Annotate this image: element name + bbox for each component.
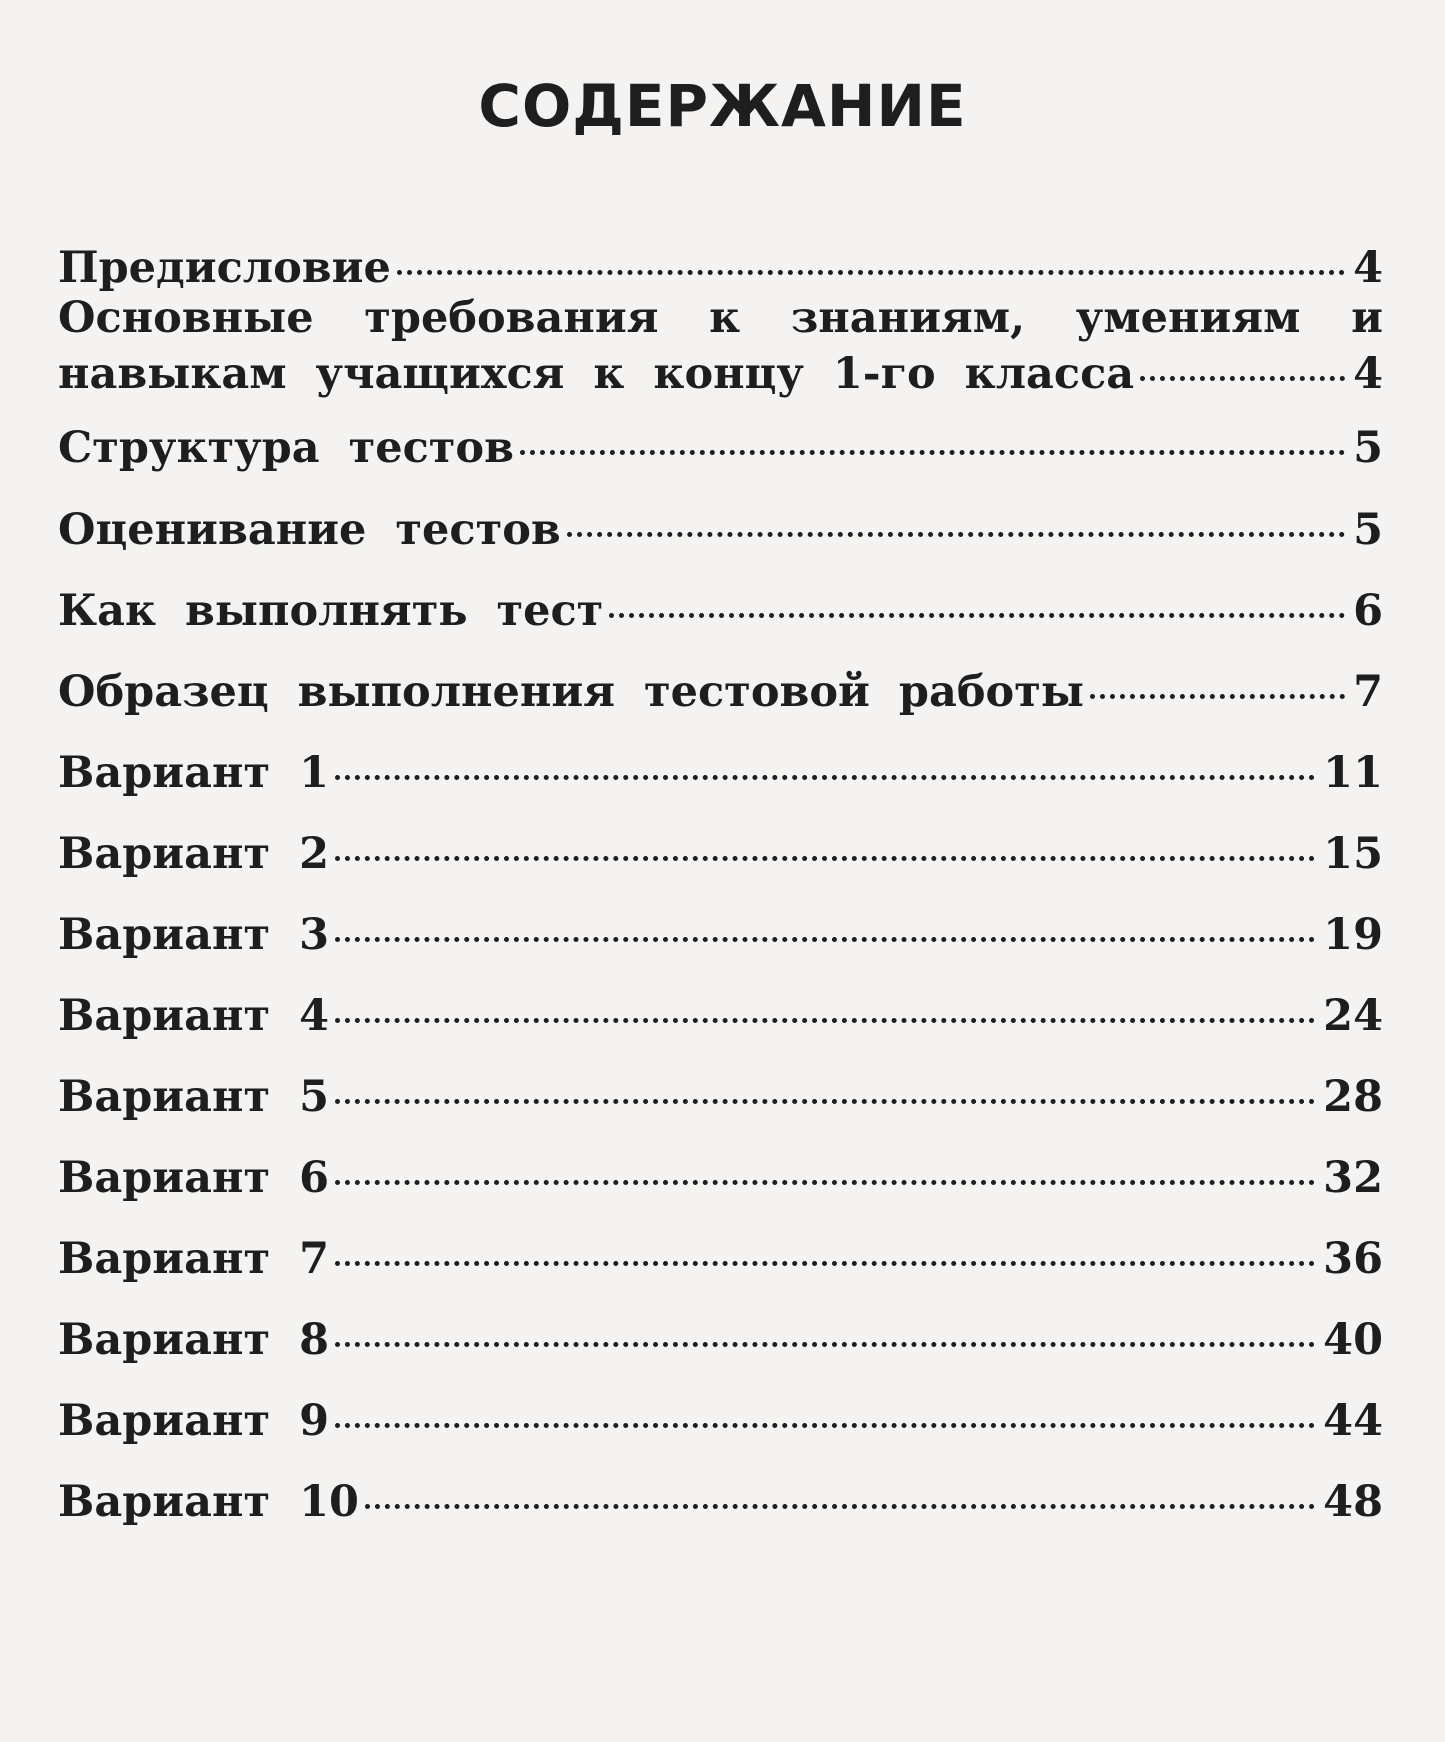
dot-leader (335, 1099, 1315, 1104)
toc-page-number: 36 (1323, 1234, 1383, 1284)
toc-entry-word: и (1351, 293, 1383, 343)
toc-page-number: 48 (1323, 1477, 1383, 1527)
page-title: СОДЕРЖАНИЕ (478, 72, 967, 140)
toc-entry-label: Вариант 1 (58, 748, 330, 798)
toc-entry-label: навыкам учащихся к концу 1-го класса (58, 349, 1135, 399)
dot-leader (335, 1342, 1315, 1347)
dot-leader (520, 450, 1345, 455)
toc-entry-label: Образец выполнения тестовой работы (58, 667, 1084, 717)
dot-leader (365, 1504, 1315, 1509)
toc-entry-variant-9 (58, 1393, 1383, 1449)
toc-entry-label: Вариант 10 (58, 1477, 359, 1527)
toc-page-number: 6 (1353, 586, 1383, 636)
toc-entry-variant-3 (58, 907, 1383, 963)
toc-entry-structure (58, 420, 1383, 476)
toc-page-number: 40 (1323, 1315, 1383, 1365)
dot-leader (335, 856, 1315, 861)
toc-page-number: 5 (1353, 423, 1383, 473)
dot-leader (397, 270, 1345, 275)
toc-entry-label: Вариант 2 (58, 829, 330, 879)
dot-leader (335, 1018, 1315, 1023)
toc-page-number: 7 (1353, 667, 1383, 717)
toc-page-number: 11 (1323, 748, 1383, 798)
toc-entry-word: Основные (58, 293, 314, 343)
dot-leader (609, 613, 1345, 618)
toc-page-number: 19 (1323, 910, 1383, 960)
dot-leader (567, 532, 1345, 537)
toc-entry-variant-1 (58, 745, 1383, 801)
dot-leader (335, 937, 1315, 942)
toc-entry-label: Структура тестов (58, 423, 514, 473)
toc-page-number: 15 (1323, 829, 1383, 879)
toc-entry-variant-5 (58, 1069, 1383, 1125)
toc-entry-sample (58, 664, 1383, 720)
toc-entry-label: Предисловие (58, 243, 391, 293)
toc-entry-word: к (709, 293, 741, 343)
toc-entry-word: требования (364, 293, 659, 343)
dot-leader (1140, 376, 1345, 381)
dot-leader (335, 1261, 1315, 1266)
toc-page-number: 44 (1323, 1396, 1383, 1446)
toc-page-number: 28 (1323, 1072, 1383, 1122)
toc-entry-preface (58, 240, 1383, 296)
toc-entry-word: умениям (1075, 293, 1301, 343)
toc-entry-variant-2 (58, 826, 1383, 882)
toc-entry-variant-7 (58, 1231, 1383, 1287)
toc-entry-variant-4 (58, 988, 1383, 1044)
toc-entry-label: Вариант 6 (58, 1153, 330, 1203)
dot-leader (335, 1180, 1315, 1185)
toc-entry-variant-8 (58, 1312, 1383, 1368)
toc-entry-label-line1 (58, 290, 1383, 346)
toc-entry-word: знаниям, (790, 293, 1026, 343)
toc-page-number: 4 (1353, 243, 1383, 293)
toc-entry-assessment (58, 502, 1383, 558)
dot-leader (335, 1423, 1315, 1428)
toc-entry-variant-6 (58, 1150, 1383, 1206)
toc-entry-how-to (58, 583, 1383, 639)
toc-entry-label: Вариант 4 (58, 991, 330, 1041)
toc-page-number: 32 (1323, 1153, 1383, 1203)
toc-entry-variant-10 (58, 1474, 1383, 1530)
toc-entry-label: Как выполнять тест (58, 586, 604, 636)
toc-page-number: 5 (1353, 505, 1383, 555)
toc-entry-label: Оценивание тестов (58, 505, 561, 555)
toc-page-number: 4 (1353, 349, 1383, 399)
toc-entry-label: Вариант 5 (58, 1072, 330, 1122)
toc-entry-label-line2 (58, 346, 1383, 402)
dot-leader (335, 775, 1315, 780)
toc-entry-label: Вариант 8 (58, 1315, 330, 1365)
dot-leader (1090, 694, 1345, 699)
toc-page-number: 24 (1323, 991, 1383, 1041)
toc-entry-label: Вариант 7 (58, 1234, 330, 1284)
toc-entry-requirements (58, 290, 1383, 402)
toc-entry-label: Вариант 3 (58, 910, 330, 960)
toc-entry-label: Вариант 9 (58, 1396, 330, 1446)
